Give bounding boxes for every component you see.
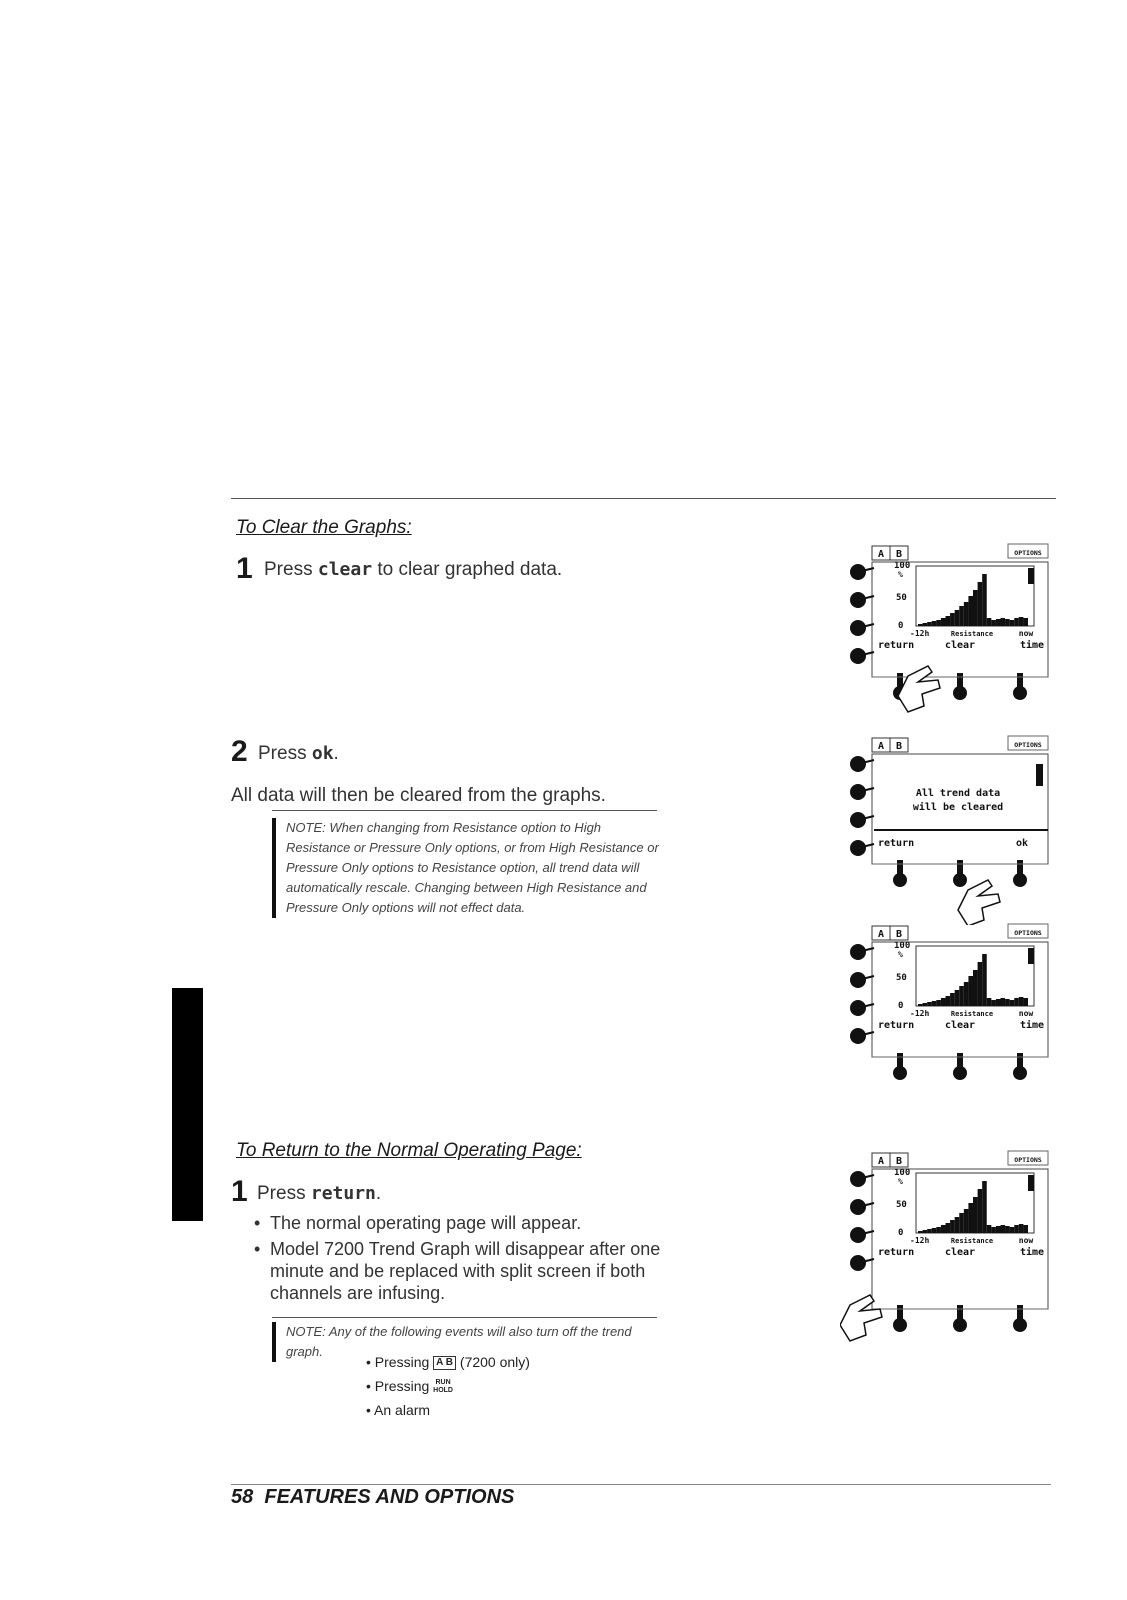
- trend-bar: [927, 622, 932, 626]
- soft-key-icon: [1013, 1318, 1027, 1332]
- x-axis-start: -12h: [910, 629, 930, 638]
- y-axis-unit: %: [898, 570, 903, 579]
- trend-bar: [927, 1002, 932, 1006]
- step-suffix: to clear graphed data.: [377, 559, 563, 580]
- y-axis-min: 0: [898, 1001, 904, 1011]
- trend-bar: [936, 1000, 941, 1006]
- trend-bar: [955, 610, 960, 626]
- soft-key-time-label: time: [1019, 640, 1045, 651]
- trend-bar: [973, 1197, 978, 1233]
- trend-bar: [932, 621, 937, 626]
- chapter-tab-bar: [172, 988, 203, 1221]
- key-name: ok: [311, 743, 334, 764]
- soft-key-clear-label: clear: [944, 640, 976, 651]
- device-screen-graph-3: [840, 1145, 1055, 1350]
- trend-bar: [1023, 1225, 1028, 1233]
- trend-bar: [950, 1220, 955, 1233]
- trend-bar: [918, 624, 923, 626]
- trend-bar: [941, 618, 946, 626]
- trend-bar: [978, 582, 983, 626]
- trend-bar: [1023, 998, 1028, 1006]
- soft-key-icon: [953, 1066, 967, 1080]
- ab-label-b: B: [895, 1156, 903, 1167]
- step-number: 1: [231, 1175, 248, 1208]
- trend-bar: [982, 954, 987, 1006]
- bullet-item: • The normal operating page will appear.: [254, 1212, 674, 1234]
- note-rule: [272, 1317, 657, 1318]
- note-rule: [272, 810, 657, 811]
- footer: [231, 1486, 514, 1509]
- trend-bar: [927, 1229, 932, 1233]
- sub-bullet-text: Pressing: [374, 1354, 430, 1370]
- y-axis-min: 0: [898, 1228, 904, 1238]
- trend-bar: [1005, 619, 1010, 626]
- confirm-line-2: will be cleared: [912, 802, 1004, 813]
- trend-bar: [955, 990, 960, 1006]
- trend-bar: [1001, 1225, 1006, 1233]
- x-axis-label: Resistance: [950, 1237, 994, 1245]
- soft-key-icon: [1013, 873, 1027, 887]
- trend-bar: [991, 1000, 996, 1006]
- trend-bar: [1005, 999, 1010, 1006]
- trend-bar: [1019, 997, 1024, 1006]
- options-label: OPTIONS: [1014, 929, 1042, 937]
- soft-key-return-label: return: [878, 1247, 915, 1258]
- soft-key-return-label: return: [878, 640, 915, 651]
- soft-key-clear-label: clear: [944, 1247, 976, 1258]
- trend-bar: [936, 620, 941, 626]
- trend-bar: [973, 970, 978, 1006]
- trend-bar: [996, 619, 1001, 626]
- pointing-hand-icon: [898, 666, 940, 712]
- trend-bar: [987, 1225, 992, 1233]
- trend-bar: [991, 620, 996, 626]
- soft-key-icon: [893, 873, 907, 887]
- run-hold-key-icon: [433, 1379, 453, 1395]
- y-axis-mid: 50: [896, 973, 907, 983]
- bullet-item: • Model 7200 Trend Graph will disappear after one minute and be replaced with split screen if both channels are infusing.: [254, 1238, 674, 1304]
- sub-bullet-list: [366, 1350, 530, 1422]
- trend-bar: [1001, 618, 1006, 626]
- trend-bar: [1019, 617, 1024, 626]
- trend-bar: [982, 1181, 987, 1233]
- ab-label-a: A: [877, 929, 885, 940]
- trend-bar: [1014, 618, 1019, 626]
- footer-title: FEATURES AND OPTIONS: [264, 1486, 515, 1508]
- device-screen-confirm: [840, 730, 1055, 930]
- step-number: 1: [236, 552, 253, 585]
- page-number: 58: [231, 1486, 254, 1508]
- ab-label-a: A: [877, 741, 885, 752]
- ab-label-b: B: [895, 929, 903, 940]
- step-suffix: .: [333, 743, 339, 764]
- soft-key-icon: [893, 1318, 907, 1332]
- trend-bar: [950, 993, 955, 1006]
- key-name: clear: [317, 559, 373, 580]
- soft-key-ok-label: ok: [1015, 838, 1029, 849]
- scroll-indicator: [1028, 568, 1034, 584]
- trend-bar: [923, 1230, 928, 1233]
- bullet-list: [254, 1212, 674, 1308]
- trend-bar: [1010, 620, 1015, 626]
- run-label: RUN: [435, 1379, 451, 1387]
- trend-bar: [1014, 1225, 1019, 1233]
- section-heading-return: To Return to the Normal Operating Page:: [236, 1140, 582, 1161]
- sub-bullet-text: (7200 only): [459, 1354, 530, 1370]
- trend-bar: [946, 616, 951, 626]
- confirm-line-1: All trend data: [915, 788, 1001, 799]
- trend-bar: [978, 1189, 983, 1233]
- scroll-indicator: [1036, 764, 1043, 786]
- soft-key-icon: [953, 1318, 967, 1332]
- y-axis-unit: %: [898, 1177, 903, 1186]
- device-screen-graph-1: [840, 538, 1055, 718]
- step-text: [257, 1183, 381, 1205]
- ab-label-b: B: [895, 741, 903, 752]
- scroll-indicator: [1028, 1175, 1034, 1191]
- y-axis-mid: 50: [896, 593, 907, 603]
- trend-bar: [955, 1217, 960, 1233]
- device-header: [872, 1151, 1048, 1167]
- options-label: OPTIONS: [1014, 549, 1042, 557]
- y-axis-max: 100: [894, 941, 911, 951]
- trend-bar: [1001, 998, 1006, 1006]
- x-axis-end: now: [1018, 1236, 1034, 1245]
- trend-bar: [991, 1227, 996, 1233]
- y-axis-unit: %: [898, 950, 903, 959]
- x-axis-start: -12h: [910, 1009, 930, 1018]
- soft-key-icon: [953, 686, 967, 700]
- trend-bar: [959, 1213, 964, 1233]
- trend-bar: [964, 1209, 969, 1233]
- sub-bullet-text: Pressing: [374, 1378, 430, 1394]
- trend-bar: [918, 1004, 923, 1006]
- step-number: 2: [231, 735, 248, 768]
- trend-bar: [1019, 1224, 1024, 1233]
- trend-bar: [946, 1223, 951, 1233]
- ab-label-a: A: [877, 1156, 885, 1167]
- y-axis-min: 0: [898, 621, 904, 631]
- trend-bar: [968, 976, 973, 1006]
- trend-bar: [996, 999, 1001, 1006]
- step-prefix: Press: [258, 743, 307, 764]
- device-header: [872, 544, 1048, 560]
- soft-key-icon: [1013, 1066, 1027, 1080]
- trend-bar: [923, 623, 928, 626]
- soft-key-icon: [1013, 686, 1027, 700]
- x-axis-end: now: [1018, 629, 1034, 638]
- sub-bullet-item: [366, 1350, 530, 1374]
- trend-bar: [918, 1231, 923, 1233]
- soft-key-time-label: time: [1019, 1247, 1045, 1258]
- trend-bar: [996, 1226, 1001, 1233]
- trend-bar: [946, 996, 951, 1006]
- ab-label-a: A: [877, 549, 885, 560]
- step-suffix: .: [375, 1183, 382, 1204]
- trend-bar: [1005, 1226, 1010, 1233]
- trend-bar: [968, 596, 973, 626]
- step-text: [264, 559, 562, 581]
- device-header: [872, 924, 1048, 940]
- trend-bar: [950, 613, 955, 626]
- scroll-indicator: [1028, 948, 1034, 964]
- trend-bar: [923, 1003, 928, 1006]
- trend-bar: [973, 590, 978, 626]
- soft-key-return-label: return: [878, 1020, 915, 1031]
- soft-key-return-label: return: [878, 838, 915, 849]
- section-heading-clear-graphs: To Clear the Graphs:: [236, 517, 412, 538]
- soft-key-icon: [893, 1066, 907, 1080]
- step-prefix: Press: [264, 559, 313, 580]
- trend-bar: [987, 618, 992, 626]
- x-axis-end: now: [1018, 1009, 1034, 1018]
- trend-bar: [968, 1203, 973, 1233]
- trend-bar: [964, 602, 969, 626]
- trend-bar: [941, 998, 946, 1006]
- trend-bar: [941, 1225, 946, 1233]
- note-line: Pressure Only options will not effect data.: [286, 900, 526, 915]
- note-block: [272, 818, 686, 918]
- soft-key-clear-label: clear: [944, 1020, 976, 1031]
- trend-bar: [1023, 618, 1028, 626]
- trend-bar: [959, 606, 964, 626]
- trend-bar: [959, 986, 964, 1006]
- ab-label-b: B: [895, 549, 903, 560]
- trend-bar: [932, 1228, 937, 1233]
- options-label: OPTIONS: [1014, 1156, 1042, 1164]
- trend-bar: [932, 1001, 937, 1006]
- y-axis-max: 100: [894, 561, 911, 571]
- device-header: [872, 736, 1048, 752]
- trend-bar: [1010, 1000, 1015, 1006]
- trend-bar: [936, 1227, 941, 1233]
- x-axis-label: Resistance: [950, 630, 994, 638]
- trend-bar: [982, 574, 987, 626]
- key-name: return: [310, 1183, 376, 1204]
- trend-bar: [1010, 1227, 1015, 1233]
- sub-bullet-item: [366, 1374, 530, 1398]
- note-line: Pressure Only options to Resistance option, all trend data will: [286, 860, 640, 875]
- options-label: OPTIONS: [1014, 741, 1042, 749]
- y-axis-mid: 50: [896, 1200, 907, 1210]
- trend-bar: [964, 982, 969, 1006]
- result-text: All data will then be cleared from the graphs.: [231, 785, 606, 806]
- trend-bar: [1014, 998, 1019, 1006]
- device-screen-graph-2: [840, 918, 1055, 1098]
- x-axis-start: -12h: [910, 1236, 930, 1245]
- y-axis-max: 100: [894, 1168, 911, 1178]
- soft-key-time-label: time: [1019, 1020, 1045, 1031]
- trend-bar: [987, 998, 992, 1006]
- note-line: automatically rescale. Changing between High Resistance and: [286, 880, 647, 895]
- step-text: [258, 743, 339, 765]
- soft-key-icon: [953, 873, 967, 887]
- hold-label: HOLD: [433, 1387, 453, 1395]
- note-line: NOTE: When changing from Resistance option to High: [286, 820, 602, 835]
- x-axis-label: Resistance: [950, 1010, 994, 1018]
- sub-bullet-item: • An alarm: [366, 1398, 530, 1422]
- top-rule: [231, 498, 1056, 499]
- ab-key-icon: A B: [433, 1356, 456, 1370]
- note-block: NOTE: Any of the following events will also turn off the trend graph.: [272, 1322, 656, 1362]
- trend-bar: [978, 962, 983, 1006]
- bottom-rule: [231, 1484, 1051, 1485]
- pointing-hand-icon: [840, 1295, 882, 1341]
- step-prefix: Press: [257, 1183, 306, 1204]
- note-line: Resistance or Pressure Only options, or from High Resistance or: [286, 840, 659, 855]
